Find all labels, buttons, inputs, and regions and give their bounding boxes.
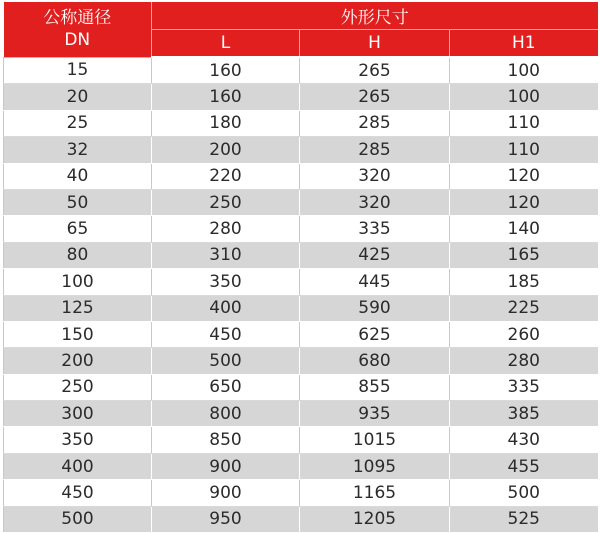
table-row	[4, 163, 598, 189]
table-row	[4, 57, 598, 84]
cell-h: 1165	[300, 480, 450, 506]
cell-l: 220	[152, 163, 300, 189]
cell-l: 500	[152, 348, 300, 374]
cell-dn: 125	[4, 295, 152, 321]
table-body	[4, 57, 598, 533]
header-col-h1: H1	[450, 30, 598, 58]
cell-h1: 430	[450, 427, 598, 453]
cell-h: 680	[300, 348, 450, 374]
cell-l: 200	[152, 137, 300, 163]
header-dn: DN	[64, 30, 91, 51]
table-row	[4, 453, 598, 479]
cell-l: 350	[152, 269, 300, 295]
cell-dn: 250	[4, 374, 152, 400]
table-row	[4, 189, 598, 215]
table-row	[4, 216, 598, 242]
cell-dn: 40	[4, 163, 152, 189]
cell-l: 950	[152, 506, 300, 532]
dimensions-table	[3, 2, 598, 533]
cell-h1: 140	[450, 216, 598, 242]
cell-dn: 25	[4, 110, 152, 136]
cell-dn: 100	[4, 269, 152, 295]
cell-h: 285	[300, 110, 450, 136]
cell-dn: 200	[4, 348, 152, 374]
cell-h: 1095	[300, 453, 450, 479]
cell-h: 855	[300, 374, 450, 400]
table-row	[4, 348, 598, 374]
cell-h1: 525	[450, 506, 598, 532]
cell-l: 160	[152, 57, 300, 84]
cell-l: 450	[152, 321, 300, 347]
cell-l: 400	[152, 295, 300, 321]
table-row	[4, 374, 598, 400]
cell-h1: 225	[450, 295, 598, 321]
table-row	[4, 110, 598, 136]
cell-dn: 20	[4, 84, 152, 110]
cell-h1: 455	[450, 453, 598, 479]
header-nominal-diameter-zh: 公称通径	[43, 8, 112, 29]
cell-h: 425	[300, 242, 450, 268]
cell-l: 850	[152, 427, 300, 453]
cell-l: 180	[152, 110, 300, 136]
cell-h1: 385	[450, 401, 598, 427]
cell-h: 1015	[300, 427, 450, 453]
cell-h1: 100	[450, 57, 598, 84]
cell-dn: 300	[4, 401, 152, 427]
table-row	[4, 401, 598, 427]
cell-h: 935	[300, 401, 450, 427]
cell-h1: 120	[450, 189, 598, 215]
cell-dn: 15	[4, 57, 152, 84]
cell-h: 265	[300, 57, 450, 84]
cell-h: 590	[300, 295, 450, 321]
table-row	[4, 321, 598, 347]
table-header	[4, 2, 598, 57]
cell-h1: 165	[450, 242, 598, 268]
table-row	[4, 427, 598, 453]
cell-h1: 500	[450, 480, 598, 506]
cell-dn: 50	[4, 189, 152, 215]
table-row	[4, 295, 598, 321]
cell-h: 1205	[300, 506, 450, 532]
cell-dn: 500	[4, 506, 152, 532]
cell-l: 160	[152, 84, 300, 110]
cell-h: 320	[300, 189, 450, 215]
cell-h1: 110	[450, 110, 598, 136]
cell-h: 265	[300, 84, 450, 110]
cell-h: 625	[300, 321, 450, 347]
cell-h: 445	[300, 269, 450, 295]
cell-l: 650	[152, 374, 300, 400]
cell-h: 320	[300, 163, 450, 189]
table-row	[4, 84, 598, 110]
cell-h1: 185	[450, 269, 598, 295]
header-col-h: H	[300, 30, 450, 58]
header-dimensions: 外形尺寸	[152, 2, 598, 30]
cell-dn: 450	[4, 480, 152, 506]
cell-l: 250	[152, 189, 300, 215]
cell-h1: 335	[450, 374, 598, 400]
cell-h1: 260	[450, 321, 598, 347]
cell-h: 335	[300, 216, 450, 242]
cell-h1: 110	[450, 137, 598, 163]
table-row	[4, 242, 598, 268]
cell-h1: 280	[450, 348, 598, 374]
header-col-l: L	[152, 30, 300, 58]
cell-h1: 100	[450, 84, 598, 110]
cell-dn: 400	[4, 453, 152, 479]
table-row	[4, 269, 598, 295]
cell-dn: 32	[4, 137, 152, 163]
cell-l: 310	[152, 242, 300, 268]
header-nominal-diameter	[4, 2, 152, 57]
cell-h1: 120	[450, 163, 598, 189]
table-row	[4, 480, 598, 506]
cell-l: 800	[152, 401, 300, 427]
cell-dn: 80	[4, 242, 152, 268]
cell-l: 900	[152, 453, 300, 479]
cell-l: 900	[152, 480, 300, 506]
cell-dn: 350	[4, 427, 152, 453]
table-row	[4, 506, 598, 532]
cell-h: 285	[300, 137, 450, 163]
cell-dn: 65	[4, 216, 152, 242]
cell-l: 280	[152, 216, 300, 242]
cell-dn: 150	[4, 321, 152, 347]
table-row	[4, 137, 598, 163]
